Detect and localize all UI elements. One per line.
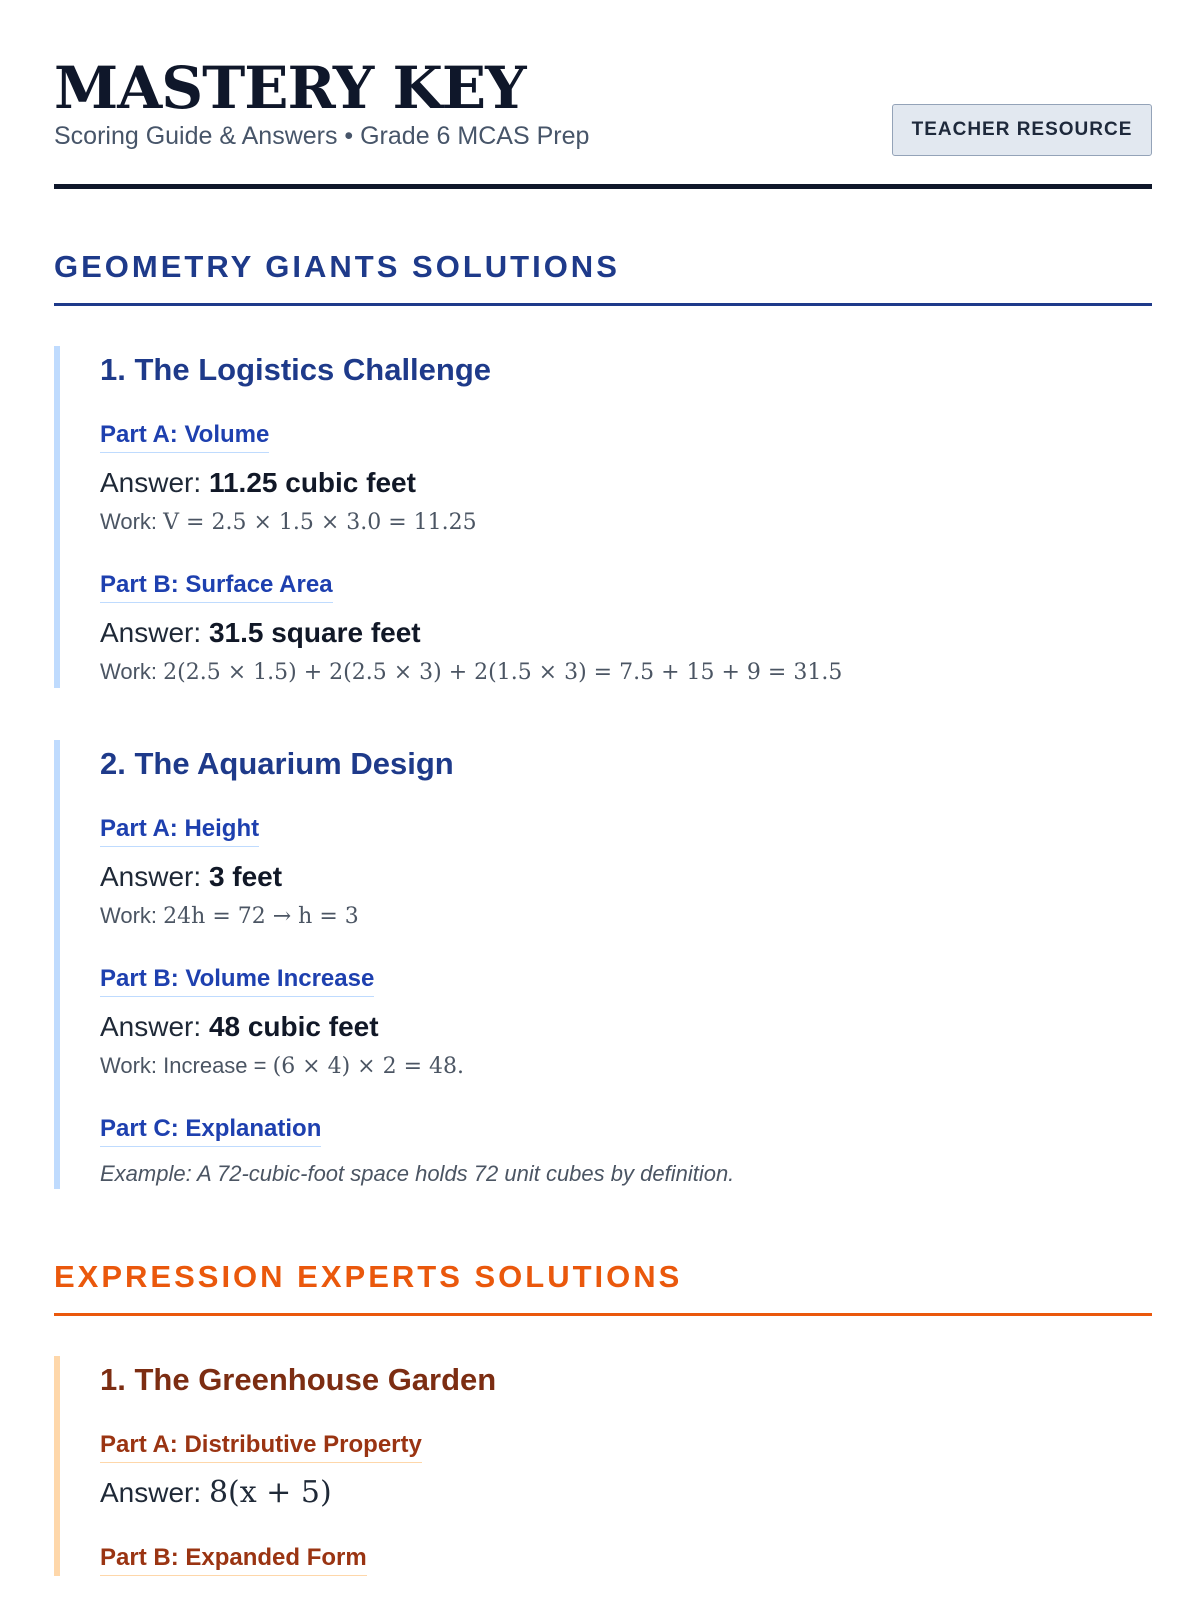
work-line bbox=[100, 1051, 1152, 1082]
answer-label: Answer: bbox=[100, 467, 209, 498]
answer-line bbox=[100, 465, 1152, 501]
answer-value: 11.25 cubic feet bbox=[208, 467, 416, 498]
geometry-section bbox=[54, 249, 1152, 1189]
part-height bbox=[100, 814, 1152, 932]
part-title: Part A: Height bbox=[100, 814, 259, 847]
answer-value: 3 feet bbox=[208, 861, 283, 892]
example-text: Example: A 72-cubic-foot space holds 72 unit cubes by definition. bbox=[100, 1161, 735, 1186]
answer-line bbox=[100, 859, 1152, 895]
problem-aquarium-design bbox=[54, 740, 1152, 1189]
work-label: Work: bbox=[100, 659, 164, 684]
part-distributive-property bbox=[100, 1430, 1152, 1511]
problem-title: 1. The Logistics Challenge bbox=[100, 352, 492, 387]
page-title: MASTERY KEY bbox=[54, 54, 526, 122]
part-title: Part C: Explanation bbox=[100, 1114, 321, 1147]
answer-value: 48 cubic feet bbox=[208, 1011, 379, 1042]
section-title: EXPRESSION EXPERTS SOLUTIONS bbox=[54, 1259, 1152, 1316]
section-title: GEOMETRY GIANTS SOLUTIONS bbox=[54, 249, 1152, 306]
part-title: Part B: Surface Area bbox=[100, 570, 333, 603]
work-label: Work: bbox=[100, 509, 164, 534]
page-subtitle: Scoring Guide & Answers • Grade 6 MCAS Prep bbox=[54, 122, 590, 150]
answer-line bbox=[100, 1475, 1152, 1511]
problem-logistics-challenge bbox=[54, 346, 1152, 688]
page-header bbox=[54, 0, 1152, 189]
work-expression: (6 × 4) × 2 = 48. bbox=[272, 1054, 465, 1079]
part-surface-area bbox=[100, 570, 1152, 688]
work-expression: V = 2.5 × 1.5 × 3.0 = 11.25 bbox=[163, 510, 477, 535]
part-volume bbox=[100, 420, 1152, 538]
part-volume-increase bbox=[100, 964, 1152, 1082]
answer-label: Answer: bbox=[100, 1477, 209, 1508]
problem-title: 2. The Aquarium Design bbox=[100, 746, 454, 781]
problem-title: 1. The Greenhouse Garden bbox=[100, 1362, 497, 1397]
work-line bbox=[100, 901, 1152, 932]
part-title: Part A: Distributive Property bbox=[100, 1430, 422, 1463]
work-line bbox=[100, 657, 1152, 688]
answer-line bbox=[100, 615, 1152, 651]
work-line bbox=[100, 507, 1152, 538]
problem-greenhouse-garden bbox=[54, 1356, 1152, 1576]
expressions-section bbox=[54, 1259, 1152, 1576]
part-title: Part B: Volume Increase bbox=[100, 964, 374, 997]
work-expression: 24h = 72 → h = 3 bbox=[163, 904, 359, 929]
answer-label: Answer: bbox=[100, 861, 209, 892]
part-expanded-form bbox=[100, 1543, 1152, 1576]
answer-label: Answer: bbox=[100, 617, 209, 648]
work-label: Work: Increase = bbox=[100, 1053, 273, 1078]
part-title: Part B: Expanded Form bbox=[100, 1543, 367, 1576]
work-expression: 2(2.5 × 1.5) + 2(2.5 × 3) + 2(1.5 × 3) = 7.5 + 15 + 9 = 31.5 bbox=[163, 660, 843, 685]
part-explanation bbox=[100, 1114, 1152, 1189]
answer-value: 31.5 square feet bbox=[208, 617, 421, 648]
answer-label: Answer: bbox=[100, 1011, 209, 1042]
part-title: Part A: Volume bbox=[100, 420, 269, 453]
teacher-resource-badge: TEACHER RESOURCE bbox=[892, 104, 1152, 156]
answer-expression: 8(x + 5) bbox=[208, 1475, 332, 1510]
work-label: Work: bbox=[100, 903, 164, 928]
answer-line bbox=[100, 1009, 1152, 1045]
